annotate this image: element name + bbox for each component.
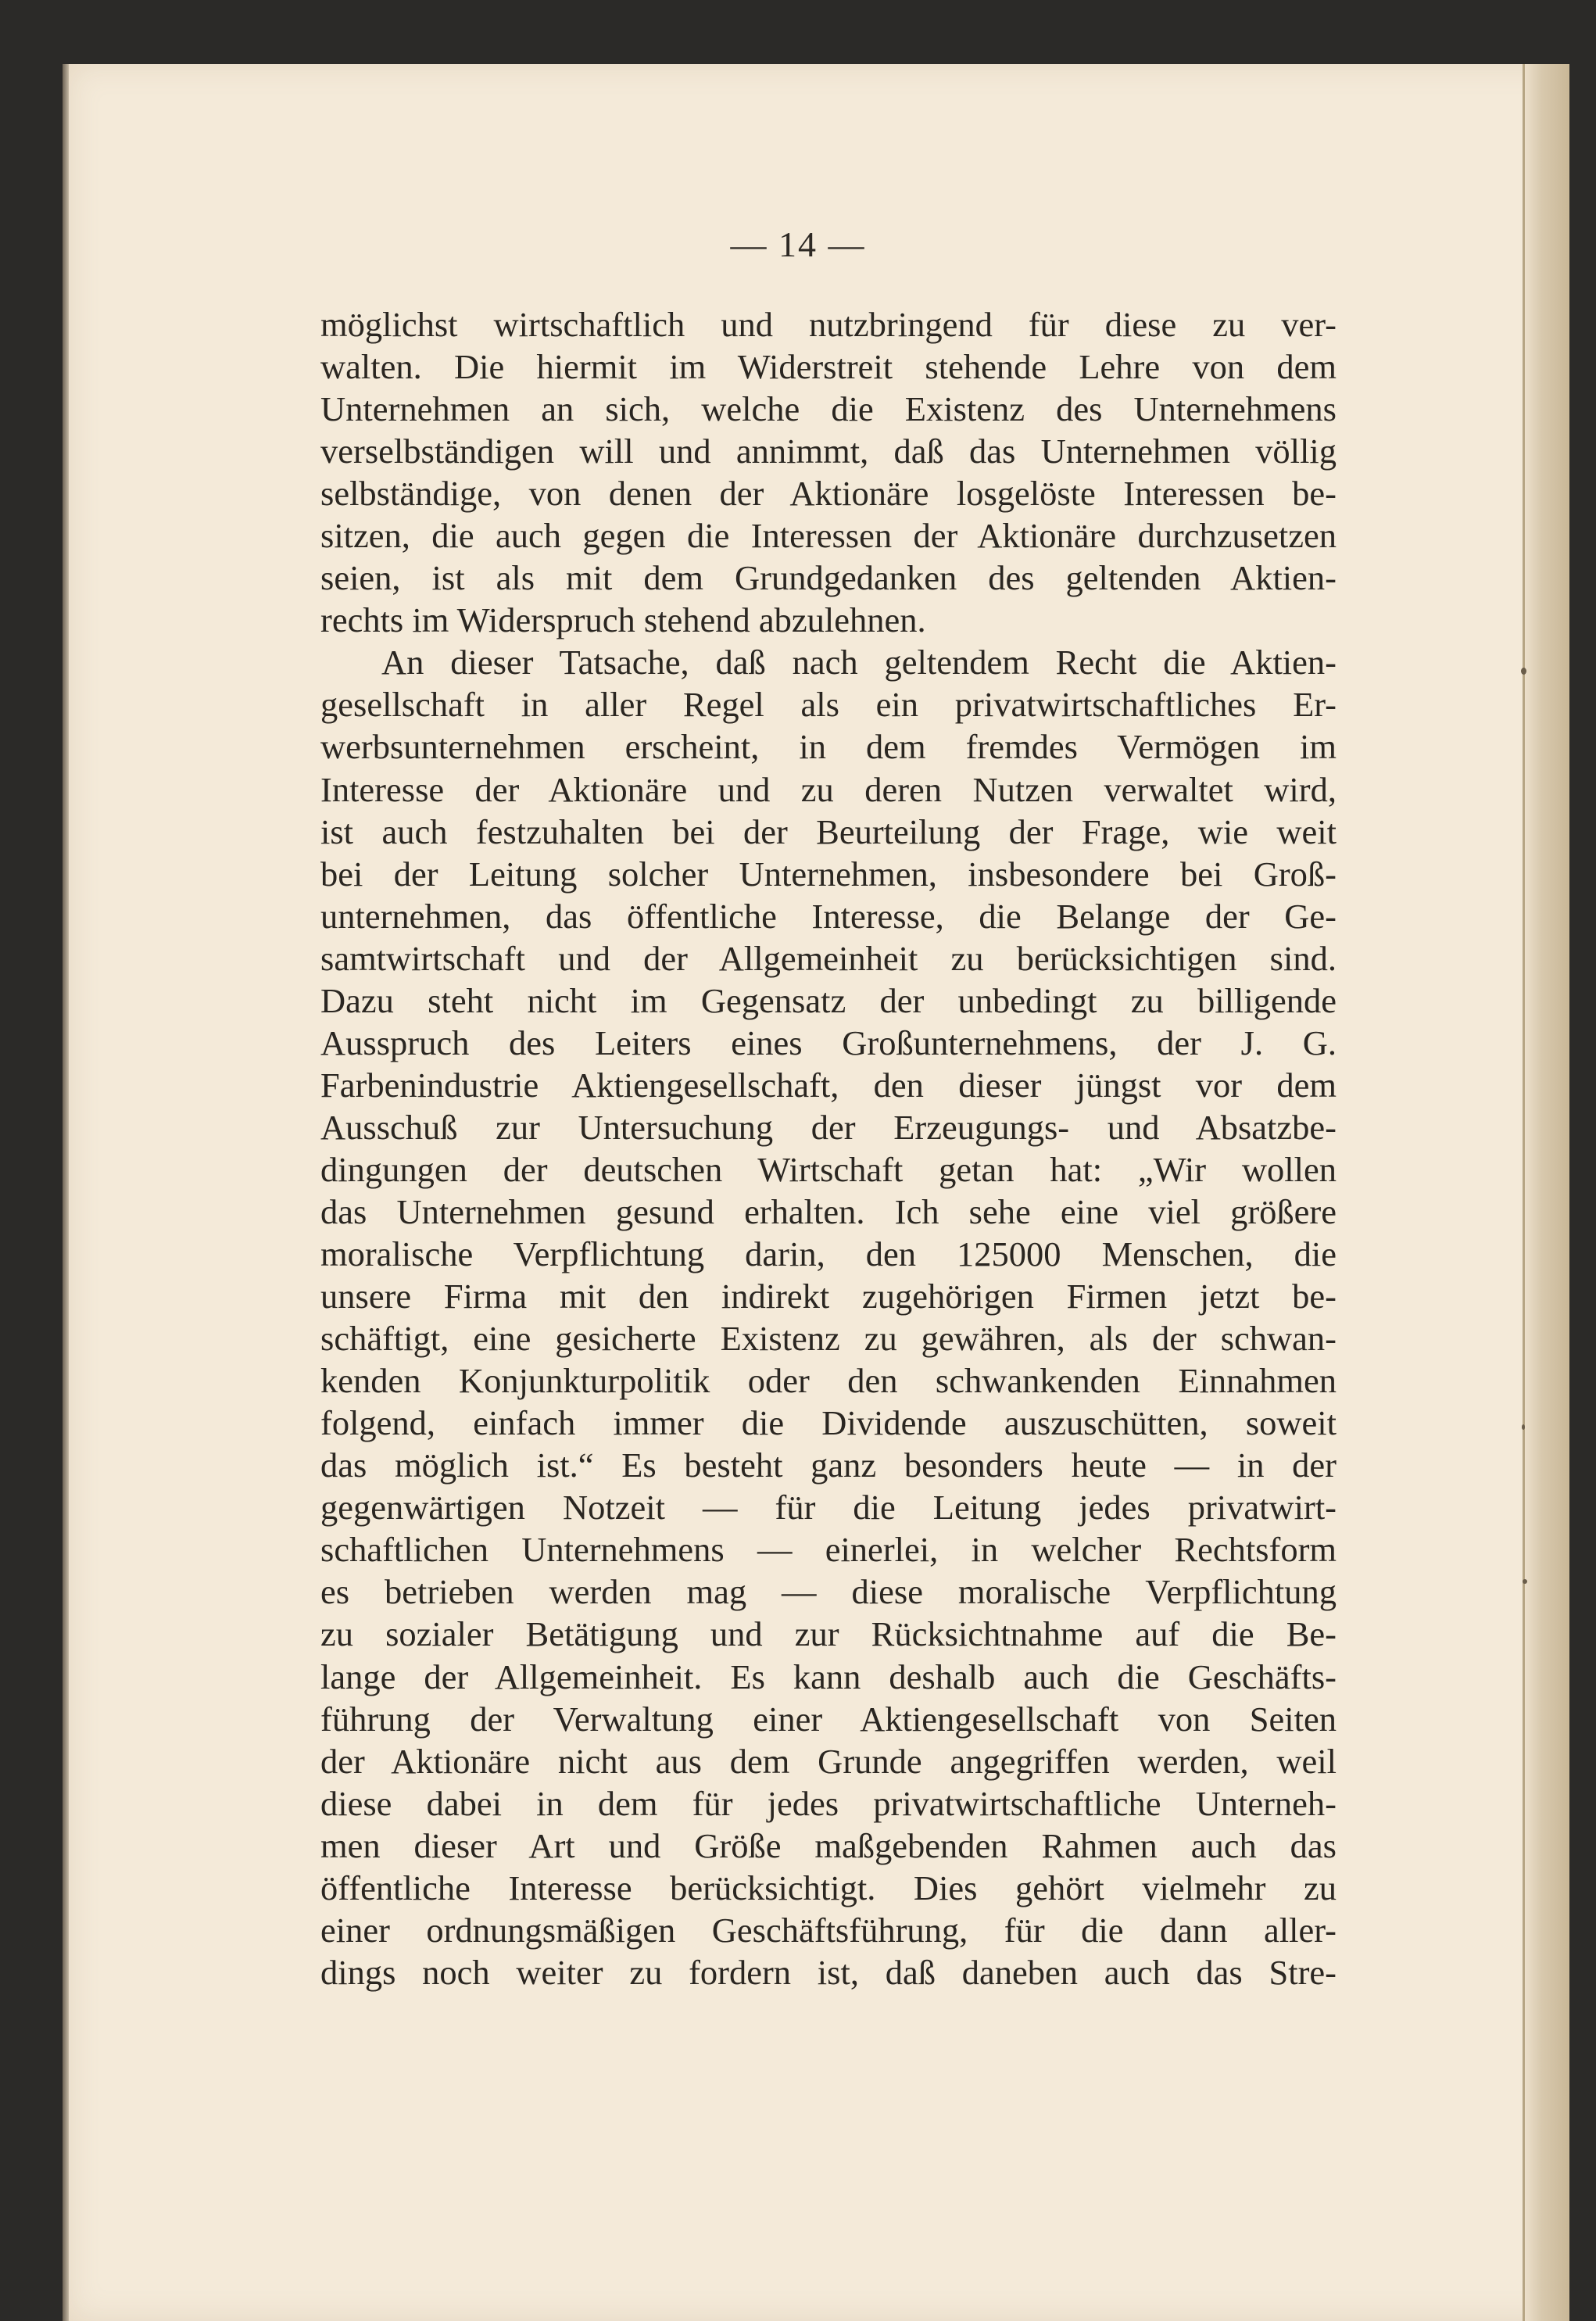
text-line: walten. Die hiermit im Widerstreit stehende Lehre von dem (320, 347, 1337, 387)
text-line: An dieser Tatsache, daß nach geltendem Recht die Aktien- (381, 643, 1337, 682)
text-line: seien, ist als mit dem Grundgedanken des geltenden Aktien- (320, 558, 1337, 598)
text-line: dings noch weiter zu fordern ist, daß daneben auch das Stre- (320, 1952, 1337, 1992)
page-gutter (1523, 64, 1525, 2321)
text-line: moralische Verpflichtung darin, den 125000 Menschen, die (320, 1234, 1337, 1274)
text-line: das möglich ist.“ Es besteht ganz besonders heute — in der (320, 1445, 1337, 1485)
text-line: schaftlichen Unternehmens — einerlei, in welcher Rechtsform (320, 1530, 1337, 1570)
page-right-edge (1523, 64, 1569, 2321)
text-line: einer ordnungsmäßigen Geschäftsführung, für die dann aller- (320, 1910, 1337, 1950)
text-line: samtwirtschaft und der Allgemeinheit zu berücksichtigen sind. (320, 938, 1337, 978)
text-line: bei der Leitung solcher Unternehmen, insbesondere bei Groß- (320, 854, 1337, 894)
text-line: gegenwärtigen Notzeit — für die Leitung jedes privatwirt- (320, 1488, 1337, 1528)
text-line: Farbenindustrie Aktiengesellschaft, den dieser jüngst vor dem (320, 1065, 1337, 1105)
text-line: werbsunternehmen erscheint, in dem fremdes Vermögen im (320, 727, 1337, 767)
text-line: Unternehmen an sich, welche die Existenz des Unternehmens (320, 389, 1337, 429)
paper-speck (1522, 1424, 1525, 1430)
text-line: selbständige, von denen der Aktionäre losgelöste Interessen be- (320, 474, 1337, 514)
page-number: — 14 — (730, 224, 866, 264)
text-line: es betrieben werden mag — diese moralische Verpflichtung (320, 1572, 1337, 1612)
body-text (320, 303, 1337, 1993)
text-line: der Aktionäre nicht aus dem Grunde angegriffen werden, weil (320, 1741, 1337, 1781)
text-line: unsere Firma mit den indirekt zugehörigen Firmen jetzt be- (320, 1277, 1337, 1316)
text-line: rechts im Widerspruch stehend abzulehnen. (320, 600, 926, 640)
text-line: unternehmen, das öffentliche Interesse, die Belange der Ge- (320, 896, 1337, 936)
text-line: Dazu steht nicht im Gegensatz der unbedingt zu billigende (320, 980, 1337, 1020)
text-line: das Unternehmen gesund erhalten. Ich sehe eine viel größere (320, 1191, 1337, 1231)
text-line: men dieser Art und Größe maßgebenden Rahmen auch das (320, 1825, 1337, 1865)
text-line: diese dabei in dem für jedes privatwirtschaftliche Unterneh- (320, 1783, 1337, 1823)
paper-speck (1523, 1579, 1527, 1584)
text-line: dingungen der deutschen Wirtschaft getan hat: „Wir wollen (320, 1149, 1337, 1189)
text-line: öffentliche Interesse berücksichtigt. Dies gehört vielmehr zu (320, 1868, 1337, 1907)
text-line: sitzen, die auch gegen die Interessen der Aktionäre durchzusetzen (320, 516, 1337, 556)
text-line: folgend, einfach immer die Dividende auszuschütten, soweit (320, 1403, 1337, 1443)
text-line: schäftigt, eine gesicherte Existenz zu gewähren, als der schwan- (320, 1319, 1337, 1359)
text-line: gesellschaft in aller Regel als ein privatwirtschaftliches Er- (320, 685, 1337, 725)
text-line: führung der Verwaltung einer Aktiengesellschaft von Seiten (320, 1699, 1337, 1739)
text-line: Ausschuß zur Untersuchung der Erzeugungs- und Absatzbe- (320, 1107, 1337, 1147)
text-line: verselbständigen will und annimmt, daß das Unternehmen völlig (320, 432, 1337, 471)
text-line: möglichst wirtschaftlich und nutzbringend für diese zu ver- (320, 305, 1337, 344)
text-line: zu sozialer Betätigung und zur Rücksichtnahme auf die Be- (320, 1614, 1337, 1654)
text-line: lange der Allgemeinheit. Es kann deshalb auch die Geschäfts- (320, 1657, 1337, 1696)
text-line: ist auch festzuhalten bei der Beurteilung der Frage, wie weit (320, 811, 1337, 851)
paper-speck (1521, 668, 1526, 675)
text-line: Ausspruch des Leiters eines Großunternehmens, der J. G. (320, 1023, 1337, 1062)
text-line: kenden Konjunkturpolitik oder den schwankenden Einnahmen (320, 1361, 1337, 1401)
text-line: Interesse der Aktionäre und zu deren Nutzen verwaltet wird, (320, 769, 1337, 809)
